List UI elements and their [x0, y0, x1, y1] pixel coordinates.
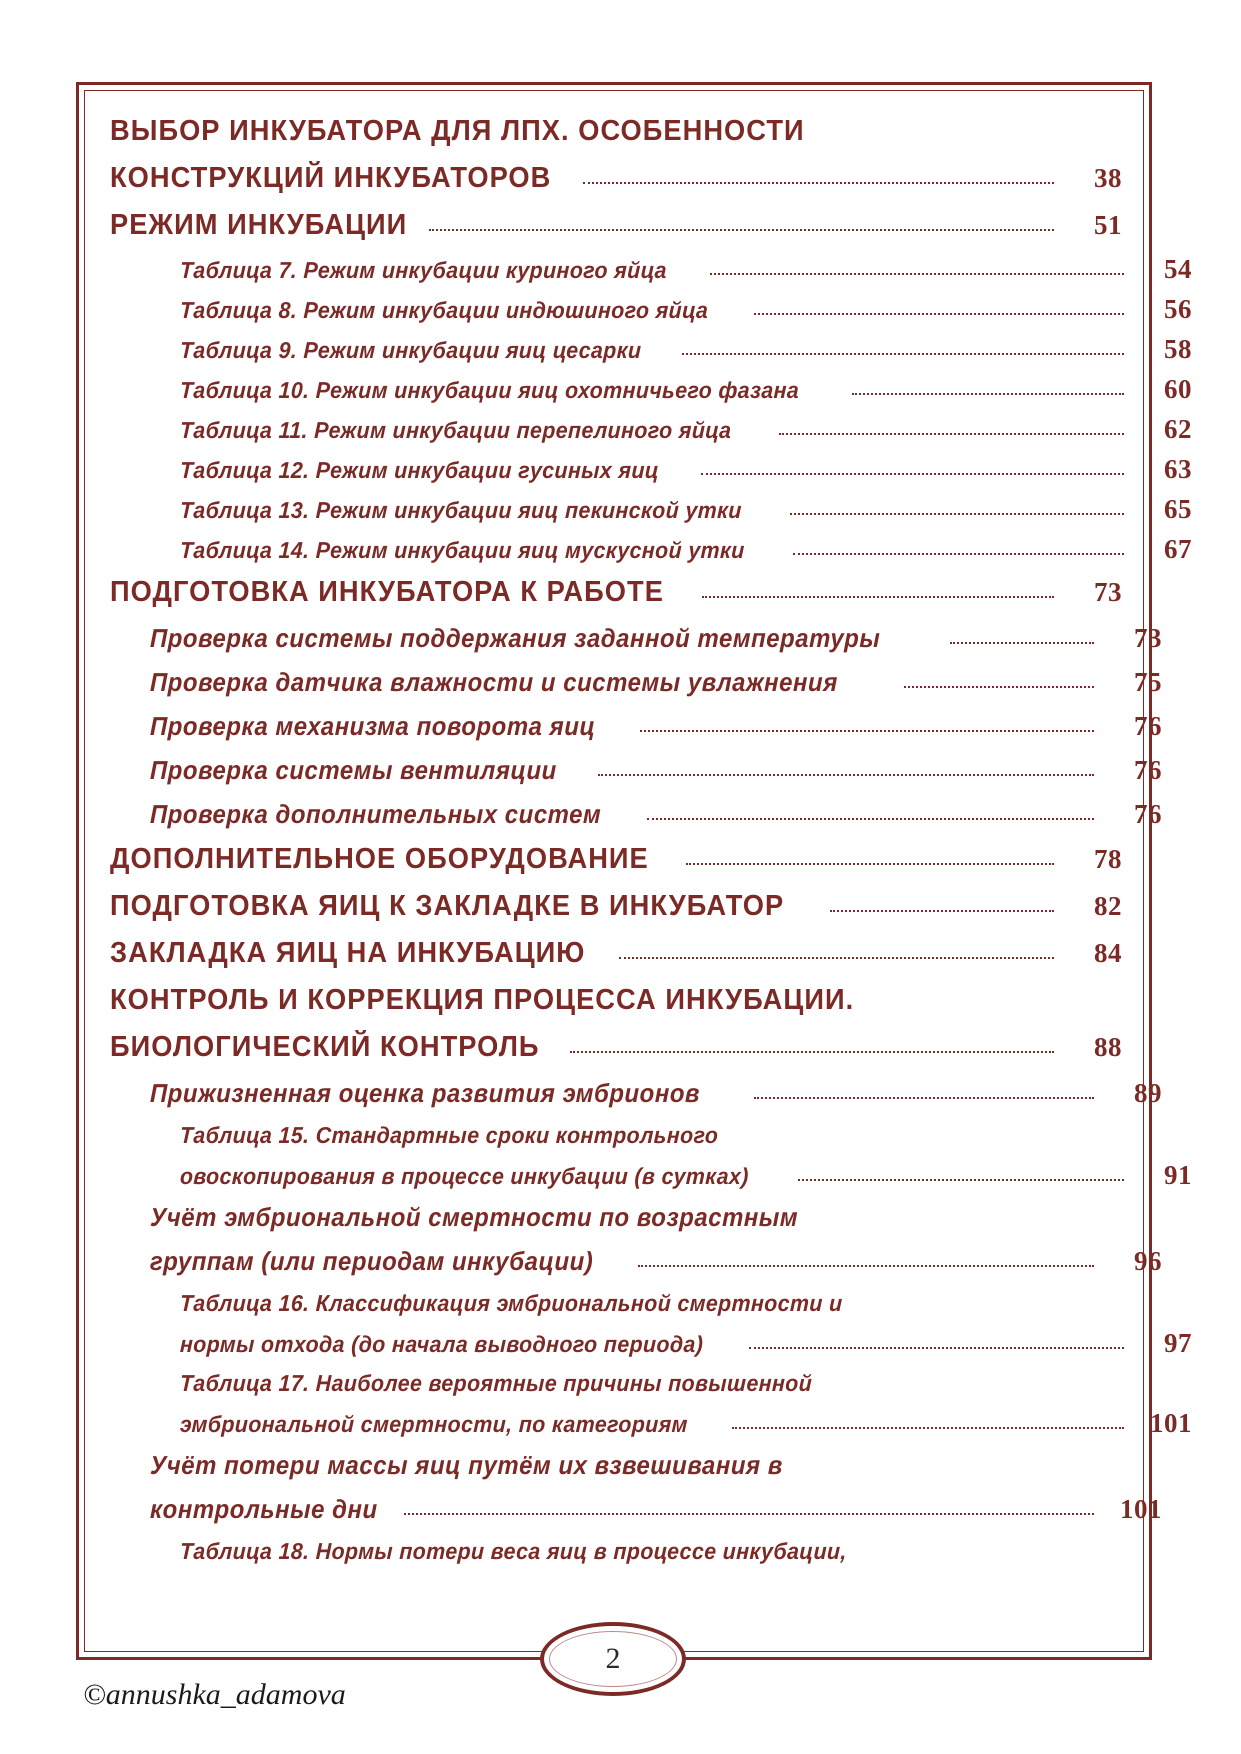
toc-entry-title: Таблица 8. Режим инкубации индюшиного яйца [179, 297, 709, 323]
toc-dot-leader [754, 302, 1124, 318]
toc-entry[interactable] [180, 1403, 1192, 1443]
toc-entry-title: КОНСТРУКЦИЙ ИНКУБАТОРОВ [110, 162, 552, 194]
toc-entry-title: ДОПОЛНИТЕЛЬНОЕ ОБОРУДОВАНИЕ [110, 843, 649, 875]
watermark-credit: ©annushka_adamova [83, 1678, 346, 1711]
toc-entry-title: Таблица 14. Режим инкубации яиц мускусной утки [179, 537, 746, 563]
toc-entry[interactable] [150, 1195, 1162, 1239]
toc-entry[interactable] [110, 977, 1122, 1024]
toc-entry-page-number: 60 [1164, 374, 1192, 404]
toc-entry-title: Проверка дополнительных систем [149, 799, 602, 829]
toc-entry-title: БИОЛОГИЧЕСКИЙ КОНТРОЛЬ [110, 1031, 540, 1063]
table-of-contents [110, 108, 1192, 1598]
toc-entry[interactable] [180, 329, 1192, 369]
toc-dot-leader [710, 262, 1124, 278]
toc-entry-title: овоскопирования в процессе инкубации (в сутках) [179, 1163, 750, 1189]
toc-entry[interactable] [110, 569, 1122, 616]
toc-dot-leader [749, 1336, 1124, 1352]
toc-entry-title: Проверка системы поддержания заданной температуры [149, 623, 881, 653]
toc-entry[interactable] [180, 1283, 1192, 1323]
toc-entry-title: Таблица 13. Режим инкубации яиц пекинской утки [179, 497, 743, 523]
toc-entry[interactable] [110, 202, 1122, 249]
toc-entry-title: Таблица 15. Стандартные сроки контрольного [179, 1122, 719, 1148]
toc-entry-page-number: 97 [1164, 1328, 1192, 1358]
toc-entry-page-number: 76 [1134, 711, 1162, 741]
toc-entry[interactable] [150, 704, 1162, 748]
toc-entry[interactable] [110, 1024, 1122, 1071]
toc-dot-leader [905, 993, 1054, 1009]
toc-dot-leader [790, 502, 1124, 518]
toc-entry[interactable] [150, 748, 1162, 792]
toc-entry-title: эмбриональной смертности, по категориям [179, 1411, 689, 1437]
toc-entry-title: Таблица 17. Наиболее вероятные причины повышенной [179, 1370, 813, 1396]
toc-entry-title: Таблица 9. Режим инкубации яиц цесарки [179, 337, 642, 363]
toc-dot-leader [830, 899, 1054, 915]
toc-entry[interactable] [180, 1155, 1192, 1195]
toc-entry[interactable] [110, 930, 1122, 977]
toc-entry-page-number: 65 [1164, 494, 1192, 524]
toc-entry-title: Таблица 7. Режим инкубации куриного яйца [179, 257, 668, 283]
toc-entry-title: ЗАКЛАДКА ЯИЦ НА ИНКУБАЦИЮ [110, 937, 586, 969]
toc-entry[interactable] [180, 489, 1192, 529]
toc-dot-leader [619, 946, 1054, 962]
toc-entry-page-number: 76 [1134, 755, 1162, 785]
toc-entry[interactable] [150, 1071, 1162, 1115]
toc-entry-page-number: 75 [1134, 667, 1162, 697]
toc-entry-page-number: 63 [1164, 454, 1192, 484]
toc-entry[interactable] [180, 1363, 1192, 1403]
toc-entry-page-number: 101 [1150, 1408, 1192, 1438]
page-number-value: 2 [605, 1642, 621, 1675]
toc-entry[interactable] [110, 108, 1122, 155]
toc-entry-page-number: 91 [1164, 1160, 1192, 1190]
toc-entry-page-number: 76 [1134, 799, 1162, 829]
toc-entry-page-number: 82 [1094, 891, 1122, 921]
toc-dot-leader [682, 342, 1124, 358]
toc-entry-title: Таблица 18. Нормы потери веса яиц в процессе инкубации, [179, 1538, 848, 1564]
toc-entry-page-number: 67 [1164, 534, 1192, 564]
toc-dot-leader [798, 1168, 1124, 1184]
toc-entry[interactable] [180, 529, 1192, 569]
toc-dot-leader [429, 218, 1054, 234]
toc-entry-title: Таблица 12. Режим инкубации гусиных яиц [179, 457, 660, 483]
toc-dot-leader [904, 675, 1094, 691]
toc-entry[interactable] [180, 289, 1192, 329]
toc-entry-title: Таблица 11. Режим инкубации перепелиного яйца [179, 417, 732, 443]
toc-entry-page-number: 88 [1094, 1032, 1122, 1062]
toc-dot-leader [793, 542, 1124, 558]
toc-entry[interactable] [180, 449, 1192, 489]
toc-entry-title: Проверка системы вентиляции [149, 755, 558, 785]
toc-entry-title: Таблица 16. Классификация эмбриональной смертности и [179, 1290, 844, 1316]
toc-dot-leader [583, 171, 1054, 187]
toc-dot-leader [898, 1295, 1124, 1311]
toc-entry-page-number: 84 [1094, 938, 1122, 968]
toc-entry[interactable] [180, 1531, 1192, 1571]
toc-entry[interactable] [150, 1239, 1162, 1283]
toc-entry-title: Проверка датчика влажности и системы увлажнения [149, 667, 839, 697]
toc-dot-leader [647, 807, 1094, 823]
toc-dot-leader [866, 1375, 1124, 1391]
toc-dot-leader [732, 1416, 1124, 1432]
toc-entry-page-number: 51 [1094, 210, 1122, 240]
toc-entry-title: контрольные дни [149, 1494, 378, 1524]
toc-dot-leader [950, 631, 1094, 647]
toc-entry-title: Прижизненная оценка развития эмбрионов [149, 1078, 701, 1108]
toc-entry-title: группам (или периодам инкубации) [149, 1246, 594, 1276]
toc-dot-leader [852, 124, 1054, 140]
toc-entry-page-number: 73 [1134, 623, 1162, 653]
toc-dot-leader [404, 1502, 1094, 1518]
toc-entry[interactable] [150, 792, 1162, 836]
toc-dot-leader [754, 1086, 1094, 1102]
toc-entry[interactable] [180, 369, 1192, 409]
toc-entry-page-number: 38 [1094, 163, 1122, 193]
toc-entry-title: Учёт эмбриональной смертности по возрастным [149, 1202, 799, 1232]
toc-entry-title: Учёт потери массы яиц путём их взвешивания в [149, 1450, 784, 1480]
toc-dot-leader [903, 1543, 1124, 1559]
toc-entry[interactable] [110, 836, 1122, 883]
toc-dot-leader [686, 852, 1054, 868]
toc-entry-title: ПОДГОТОВКА ЯИЦ К ЗАКЛАДКЕ В ИНКУБАТОР [110, 890, 785, 922]
toc-entry-page-number: 54 [1164, 254, 1192, 284]
toc-entry[interactable] [180, 1323, 1192, 1363]
toc-entry-page-number: 73 [1094, 577, 1122, 607]
toc-dot-leader [861, 1210, 1094, 1226]
toc-dot-leader [598, 763, 1094, 779]
toc-dot-leader [638, 1254, 1094, 1270]
toc-entry-title: Проверка механизма поворота яиц [149, 711, 596, 741]
toc-dot-leader [765, 1127, 1124, 1143]
toc-entry-title: Таблица 10. Режим инкубации яиц охотничьего фазана [179, 377, 800, 403]
toc-entry-title: нормы отхода (до начала выводного периода) [179, 1331, 704, 1357]
toc-entry-page-number: 96 [1134, 1246, 1162, 1276]
toc-entry-page-number: 78 [1094, 844, 1122, 874]
toc-dot-leader [779, 422, 1124, 438]
toc-dot-leader [844, 1458, 1094, 1474]
page-number-badge [540, 1622, 686, 1696]
toc-entry-title: КОНТРОЛЬ И КОРРЕКЦИЯ ПРОЦЕССА ИНКУБАЦИИ. [110, 984, 855, 1016]
toc-entry-title: ВЫБОР ИНКУБАТОРА ДЛЯ ЛПХ. ОСОБЕННОСТИ [110, 115, 805, 147]
toc-entry[interactable] [150, 1487, 1162, 1531]
toc-entry-page-number: 62 [1164, 414, 1192, 444]
toc-entry[interactable] [150, 1443, 1162, 1487]
toc-entry[interactable] [150, 616, 1162, 660]
toc-entry-page-number: 58 [1164, 334, 1192, 364]
toc-entry[interactable] [110, 155, 1122, 202]
toc-dot-leader [570, 1040, 1054, 1056]
toc-entry[interactable] [180, 1115, 1192, 1155]
toc-entry-page-number: 101 [1120, 1494, 1162, 1524]
toc-entry-page-number: 56 [1164, 294, 1192, 324]
toc-entry-page-number: 89 [1134, 1078, 1162, 1108]
toc-entry[interactable] [150, 660, 1162, 704]
toc-dot-leader [852, 382, 1124, 398]
toc-entry[interactable] [110, 883, 1122, 930]
toc-dot-leader [701, 462, 1124, 478]
toc-dot-leader [702, 585, 1054, 601]
toc-entry[interactable] [180, 409, 1192, 449]
toc-entry-title: ПОДГОТОВКА ИНКУБАТОРА К РАБОТЕ [110, 576, 664, 608]
toc-entry-title: РЕЖИМ ИНКУБАЦИИ [110, 209, 408, 241]
toc-dot-leader [640, 719, 1094, 735]
toc-entry[interactable] [180, 249, 1192, 289]
